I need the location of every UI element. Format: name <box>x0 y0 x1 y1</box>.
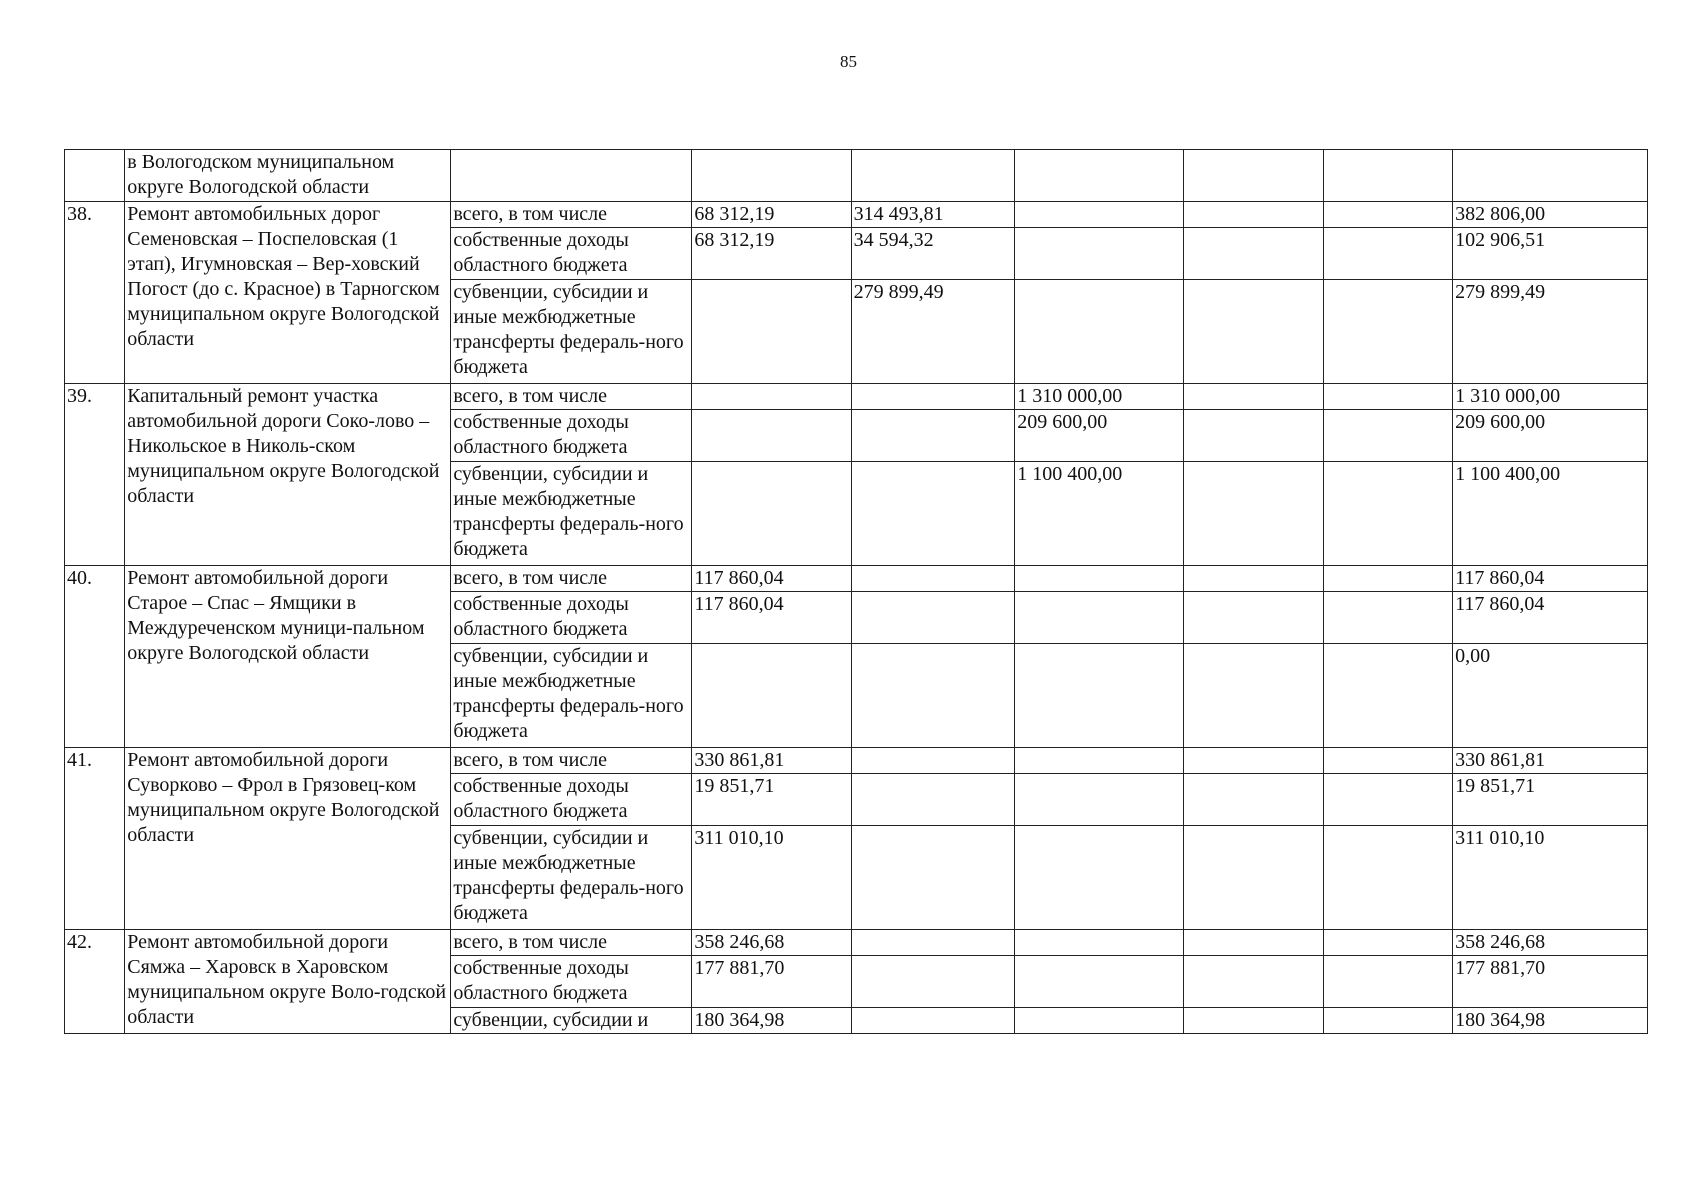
cell-value: 209 600,00 <box>1015 410 1184 462</box>
cell-sum: 180 364,98 <box>1453 1008 1648 1034</box>
cell-number: 41. <box>65 748 125 930</box>
cell-value: 34 594,32 <box>851 228 1015 280</box>
cell-value <box>1015 1008 1184 1034</box>
cell-label-subventions: субвенции, субсидии и <box>451 1008 692 1034</box>
cell-object-name: Ремонт автомобильной дороги Сямжа – Харовск в Харовском муниципальном округе Воло-годской области <box>125 930 451 1034</box>
budget-table <box>64 149 1648 1034</box>
cell-value: 68 312,19 <box>692 202 851 228</box>
cell-label-subventions: субвенции, субсидии и иные межбюджетные трансферты федераль-ного бюджета <box>451 826 692 930</box>
cell-sum: 330 861,81 <box>1453 748 1648 774</box>
cell-sum: 1 310 000,00 <box>1453 384 1648 410</box>
cell-sum: 1 100 400,00 <box>1453 462 1648 566</box>
cell-sum: 358 246,68 <box>1453 930 1648 956</box>
cell-label-own: собственные доходы областного бюджета <box>451 592 692 644</box>
cell-value <box>692 644 851 748</box>
cell-value: 311 010,10 <box>692 826 851 930</box>
cell-number: 42. <box>65 930 125 1034</box>
cell-label-subventions: субвенции, субсидии и иные межбюджетные трансферты федераль-ного бюджета <box>451 280 692 384</box>
cell-label-subventions: субвенции, субсидии и иные межбюджетные трансферты федераль-ного бюджета <box>451 644 692 748</box>
table-row <box>65 384 1648 410</box>
cell-label-own: собственные доходы областного бюджета <box>451 774 692 826</box>
cell-number: 40. <box>65 566 125 748</box>
cell-label-own: собственные доходы областного бюджета <box>451 410 692 462</box>
cell-label-subventions: субвенции, субсидии и иные межбюджетные трансферты федераль-ного бюджета <box>451 462 692 566</box>
cell-value <box>1015 826 1184 930</box>
cell-value <box>1015 228 1184 280</box>
cell-value <box>851 384 1015 410</box>
cell-value <box>851 566 1015 592</box>
cell-sum: 382 806,00 <box>1453 202 1648 228</box>
cell-value <box>692 384 851 410</box>
cell-value: 314 493,81 <box>851 202 1015 228</box>
cell-value: 117 860,04 <box>692 592 851 644</box>
cell-value <box>1015 566 1184 592</box>
table-row-continuation <box>65 150 1648 202</box>
cell-value: 330 861,81 <box>692 748 851 774</box>
cell-label-own: собственные доходы областного бюджета <box>451 956 692 1008</box>
cell-label-total: всего, в том числе <box>451 202 692 228</box>
cell-value <box>1015 644 1184 748</box>
table-row <box>65 566 1648 592</box>
cell-object-name: в Вологодском муниципальном округе Вологодской области <box>125 150 451 202</box>
cell-value: 1 100 400,00 <box>1015 462 1184 566</box>
cell-value <box>692 462 851 566</box>
cell-object-name: Ремонт автомобильной дороги Суворково – Фрол в Грязовец-ком муниципальном округе Вологодской области <box>125 748 451 930</box>
cell-sum: 279 899,49 <box>1453 280 1648 384</box>
cell-value <box>851 644 1015 748</box>
cell-value <box>851 826 1015 930</box>
cell-object-name: Капитальный ремонт участка автомобильной дороги Соко-лово – Никольское в Николь-ском муниципальном округе Вологодской области <box>125 384 451 566</box>
table-row <box>65 202 1648 228</box>
cell-sum: 209 600,00 <box>1453 410 1648 462</box>
cell-value <box>851 1008 1015 1034</box>
cell-value <box>1015 592 1184 644</box>
cell-number: 39. <box>65 384 125 566</box>
cell-value: 358 246,68 <box>692 930 851 956</box>
cell-number: 38. <box>65 202 125 384</box>
cell-value <box>1015 280 1184 384</box>
cell-value: 177 881,70 <box>692 956 851 1008</box>
cell-value <box>1015 748 1184 774</box>
cell-label-own: собственные доходы областного бюджета <box>451 228 692 280</box>
cell-value <box>851 774 1015 826</box>
cell-sum: 117 860,04 <box>1453 566 1648 592</box>
cell-value <box>1015 774 1184 826</box>
cell-value <box>1015 930 1184 956</box>
cell-value: 180 364,98 <box>692 1008 851 1034</box>
cell-sum: 311 010,10 <box>1453 826 1648 930</box>
cell-value <box>1015 956 1184 1008</box>
cell-sum: 102 906,51 <box>1453 228 1648 280</box>
cell-value: 117 860,04 <box>692 566 851 592</box>
cell-sum: 0,00 <box>1453 644 1648 748</box>
cell-sum: 117 860,04 <box>1453 592 1648 644</box>
cell-value <box>851 592 1015 644</box>
cell-object-name: Ремонт автомобильных дорог Семеновская – Поспеловская (1 этап), Игумновская – Вер-ховский Погост (до с. Красное) в Тарногском муниципальном округе Вологодской области <box>125 202 451 384</box>
cell-number <box>65 150 125 202</box>
cell-value <box>851 410 1015 462</box>
table-row <box>65 930 1648 956</box>
cell-value: 68 312,19 <box>692 228 851 280</box>
cell-value <box>851 462 1015 566</box>
cell-object-name: Ремонт автомобильной дороги Старое – Спас – Ямщики в Междуреченском муници-пальном округе Вологодской области <box>125 566 451 748</box>
cell-label-total: всего, в том числе <box>451 384 692 410</box>
cell-value <box>851 748 1015 774</box>
cell-value <box>1015 202 1184 228</box>
table-row <box>65 748 1648 774</box>
cell-value <box>692 280 851 384</box>
cell-label-total: всего, в том числе <box>451 930 692 956</box>
cell-sum: 177 881,70 <box>1453 956 1648 1008</box>
cell-label-total: всего, в том числе <box>451 566 692 592</box>
page-number: 85 <box>840 52 857 71</box>
cell-value <box>851 956 1015 1008</box>
cell-value <box>692 410 851 462</box>
cell-value <box>851 930 1015 956</box>
cell-label-total: всего, в том числе <box>451 748 692 774</box>
cell-value: 1 310 000,00 <box>1015 384 1184 410</box>
cell-value: 279 899,49 <box>851 280 1015 384</box>
cell-sum: 19 851,71 <box>1453 774 1648 826</box>
cell-value: 19 851,71 <box>692 774 851 826</box>
